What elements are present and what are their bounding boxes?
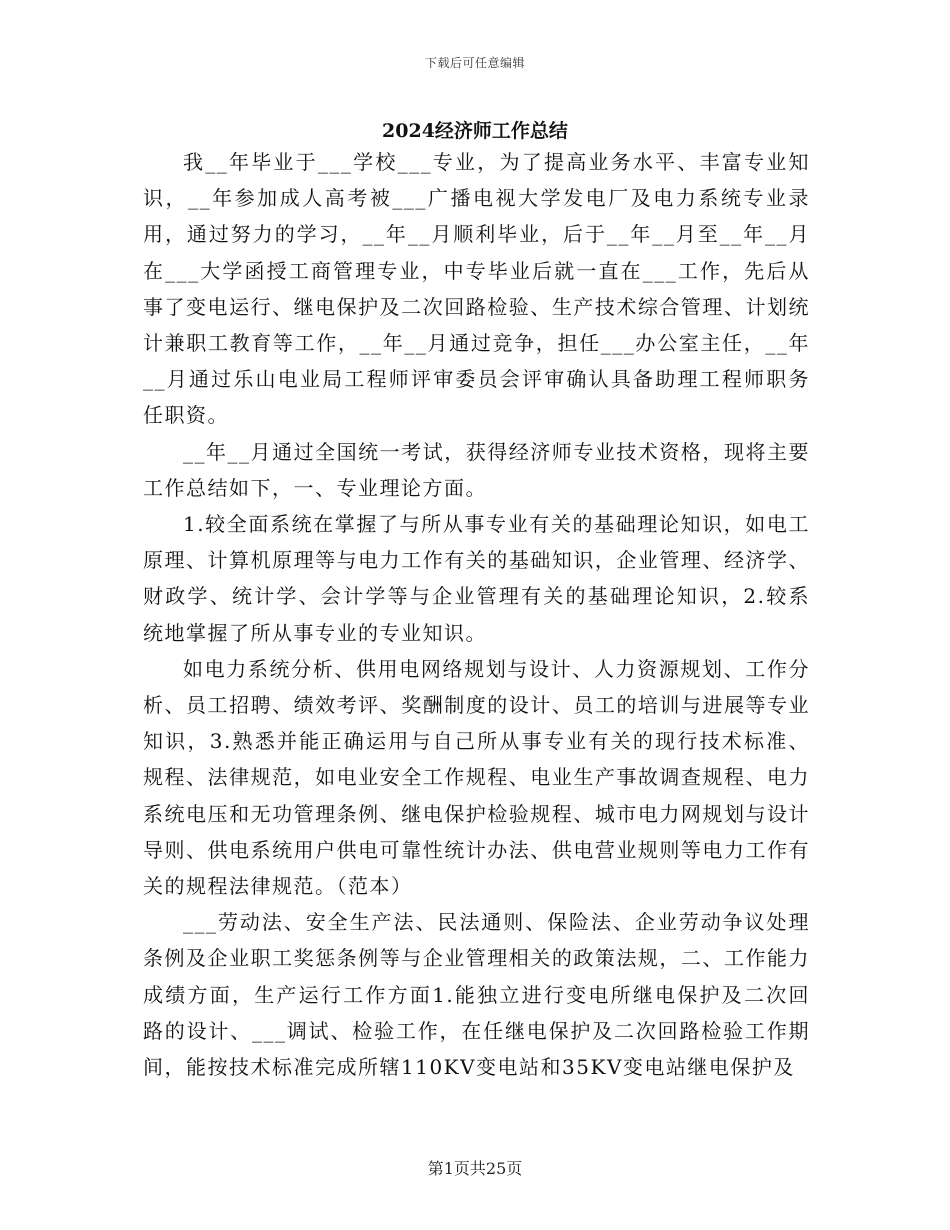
paragraph: 如电力系统分析、供用电网络规划与设计、人力资源规划、工作分析、员工招聘、绩效考评、奖酬制度的设计、员工的培训与进展等专业知识，3.熟悉并能正确运用与自己所从事专业有关的现行技术标准、规程、法律规范，如电业安全工作规程、电业生产事故调查规程、电力系统电压和无功管理条例、继电保护检验规程、城市电力网规划与设计导则、供电系统用户供电可靠性统计办法、供电营业规则等电力工作有关的规程法律规范。（范本） [143, 656, 810, 899]
paragraph: 我__年毕业于___学校___专业，为了提高业务水平、丰富专业知识，__年参加成人高考被___广播电视大学发电厂及电力系统专业录用，通过努力的学习，__年__月顺利毕业，后于__年__月至__年__月在___大学函授工商管理专业，中专毕业后就一直在___工作，先后从事了变电运行、继电保护及二次回路检验、生产技术综合管理、计划统计兼职工教育等工作，__年__月通过竞争，担任___办公室主任，__年__月通过乐山电业局工程师评审委员会评审确认具备助理工程师职务任职资。 [143, 150, 810, 428]
paragraph: __年__月通过全国统一考试，获得经济师专业技术资格，现将主要工作总结如下，一、专业理论方面。 [143, 439, 810, 500]
document-body [143, 144, 810, 1085]
paragraph: ___劳动法、安全生产法、民法通则、保险法、企业劳动争议处理条例及企业职工奖惩条例等与企业管理相关的政策法规，二、工作能力成绩方面，生产运行工作方面1.能独立进行变电所继电保护及二次回路的设计、___调试、检验工作，在任继电保护及二次回路检验工作期间，能按技术标准完成所辖110KV变电站和35KV变电站继电保护及 [143, 910, 810, 1080]
header-note: 下载后可任意编辑 [424, 56, 525, 70]
page-number: 第1页共25页 [427, 1159, 523, 1178]
document-title: 2024经济师工作总结 [382, 120, 568, 142]
paragraph: 1.较全面系统在掌握了与所从事专业有关的基础理论知识，如电工原理、计算机原理等与电力工作有关的基础知识，企业管理、经济学、财政学、统计学、会计学等与企业管理有关的基础理论知识，2.较系统地掌握了所从事专业的专业知识。 [143, 512, 810, 645]
